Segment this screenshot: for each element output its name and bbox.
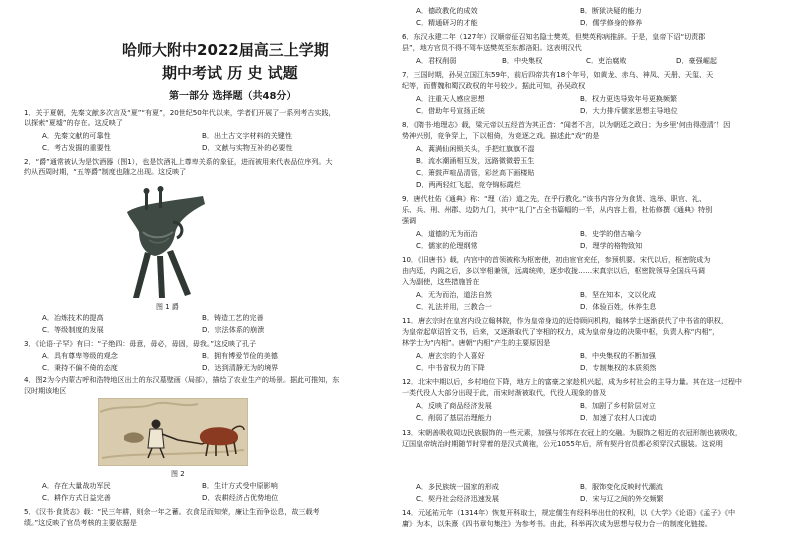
q3-option-d[interactable]: D．达到清静无为的境界 bbox=[202, 363, 279, 372]
q12-option-b[interactable]: B．加剧了乡村阶层对立 bbox=[580, 401, 656, 410]
section-title: 第一部分 选择题（共48分） bbox=[169, 91, 297, 102]
q11-option-b[interactable]: B．中央集权的不断加强 bbox=[580, 351, 656, 360]
question-9-stem-end: 强调 bbox=[402, 216, 417, 225]
q3-option-c[interactable]: C．秉持不偏不倚的态度 bbox=[42, 363, 118, 372]
q1-option-d[interactable]: D．文献与实物互补的必要性 bbox=[202, 143, 293, 152]
q3-option-a[interactable]: A．具有尊卑等级的观念 bbox=[42, 351, 118, 360]
q4-option-a[interactable]: A．存在大量战功军民 bbox=[42, 481, 111, 490]
q10-option-d[interactable]: D．体验百姓，休养生息 bbox=[580, 302, 657, 311]
q5-option-c[interactable]: C．精通研习的才能 bbox=[416, 18, 478, 27]
q7-option-d[interactable]: D．大力排斥儒家思想主导地位 bbox=[580, 106, 678, 115]
q11-option-d[interactable]: D．专制集权的本质须然 bbox=[580, 363, 657, 372]
question-9-stem: 9．唐代杜佑《通典》称：“理（治）道之先，在乎行教化。”该书内容分为食货、选举、职官、礼、 bbox=[402, 194, 706, 203]
q13-option-c[interactable]: C．契丹社会经济迅速发展 bbox=[416, 494, 499, 503]
q9-option-b[interactable]: B．史学的借古喻今 bbox=[580, 229, 642, 238]
q1-option-c[interactable]: C．考古发掘的重要性 bbox=[42, 143, 111, 152]
figure-1-caption: 图 1 爵 bbox=[156, 303, 179, 311]
q6-option-a[interactable]: A．君权削弱 bbox=[416, 56, 457, 65]
q12-option-c[interactable]: C．削弱了基层治理能力 bbox=[416, 413, 492, 422]
q8-option-d[interactable]: D．两两轻红飞起，竞夺锦标霞烂 bbox=[416, 180, 521, 189]
q1-option-a[interactable]: A．先秦文献的可靠性 bbox=[42, 131, 111, 140]
han-tomb-mural-figure bbox=[98, 398, 248, 466]
q5-option-b[interactable]: B．断狱决疑的能力 bbox=[580, 6, 642, 15]
question-1-stem-cont: 以探索“夏墟”的存在。这反映了 bbox=[24, 118, 123, 127]
figure-2-caption: 图 2 bbox=[171, 470, 185, 478]
question-12-stem: 12．北宋中期以后，乡村地位下降，地方上的富豪之家趁机兴起，成为乡村社会的主导力量。其在这一过程中 bbox=[402, 377, 742, 386]
q13-option-d[interactable]: D．宋与辽之间的外交频繁 bbox=[580, 494, 664, 503]
q13-option-a[interactable]: A．多民族统一国家的形成 bbox=[416, 482, 499, 491]
q10-option-c[interactable]: C．礼法并用，三教合一 bbox=[416, 302, 492, 311]
question-12-stem-cont: 一类代役人大部分出现于此，而宋时渐被取代，代役人现象的普及 bbox=[402, 388, 607, 397]
question-2-stem-cont: 约从西周时期，“五等爵”制度也随之出现。这反映了 bbox=[24, 167, 187, 176]
question-6-stem-cont: 县”，地方官员不得不驾车送樊英至东都洛阳。这表明汉代 bbox=[402, 43, 582, 52]
q2-option-a[interactable]: A．冶炼技术的提高 bbox=[42, 313, 104, 322]
exam-school-title: 哈师大附中2022届高三上学期 bbox=[122, 41, 329, 59]
jue-vessel-figure bbox=[119, 182, 209, 300]
question-3-stem: 3．《论语·子罕》有曰：“子绝四：毋意，毋必，毋固，毋我。”这反映了孔子 bbox=[24, 339, 257, 348]
q11-option-c[interactable]: C．中书省权力的下降 bbox=[416, 363, 485, 372]
q10-option-b[interactable]: B．坚在知本，文以化成 bbox=[580, 290, 656, 299]
question-1-stem: 1．关于夏朝，先秦文献多次言及“夏”“有夏”，20世纪50年代以来，学者们开展了一系列考古实践， bbox=[24, 108, 336, 117]
question-4-stem-cont: 汉时期该地区 bbox=[24, 386, 67, 395]
q5-option-d[interactable]: D．儒学修身的修养 bbox=[580, 18, 643, 27]
question-11-stem: 11．唐玄宗时在皇宫内设立翰林院，作为皇帝身边的近侍顾问机构，翰林学士逐渐获代了中书省的职权， bbox=[402, 316, 728, 325]
question-6-stem: 6．东汉永建二年（127年）汉顺帝征召知名隐士樊英，但樊英称病推辞。于是，皇帝下诏“切责郡 bbox=[402, 32, 706, 41]
question-8-stem: 8．《隋书·地理志》载，梁元帝以五经首为其正音：“闻者不言，以为朝廷之政日；为乡里‘何由得澄清’！因 bbox=[402, 120, 731, 129]
question-2-stem: 2．“爵”通常被认为是饮酒器（图1），也是饮酒礼上尊卑关系的象征，进而被用来代表品位序列。大 bbox=[24, 157, 333, 166]
q2-option-b[interactable]: B．铸造工艺的完善 bbox=[202, 313, 264, 322]
q12-option-a[interactable]: A．反映了商品经济发展 bbox=[416, 401, 492, 410]
question-11-stem-cont: 为皇帝起草诏旨文书，后来，又逐渐取代了宰相的权力，成为皇帝身边的决策中枢，负责人称“内相”， bbox=[402, 327, 720, 336]
q13-option-b[interactable]: B．服饰变化反映时代潮流 bbox=[580, 482, 663, 491]
exam-subject-title: 期中考试 历 史 试题 bbox=[162, 64, 298, 82]
q6-option-b[interactable]: B．中央集权 bbox=[502, 56, 543, 65]
q5-option-a[interactable]: A．德政教化的成效 bbox=[416, 6, 478, 15]
q4-option-d[interactable]: D．农耕经济占优势地位 bbox=[202, 493, 279, 502]
question-14-stem-cont: 庸》为本，以朱熹《四书章句集注》为参考书。由此，科举再次成为思想与权力合一的制度化链接。 bbox=[402, 519, 712, 528]
q12-option-d[interactable]: D．加速了农村人口流动 bbox=[580, 413, 657, 422]
question-5-stem: 5．《汉书·食货志》载：“民三年耕，则余一年之蓄。衣食足而知荣，廉让生而争讼息，故三载考 bbox=[24, 507, 320, 516]
question-7-stem: 7．三国时期，孙吴立国江东59年，前后四帝共有18个年号，如黄龙、赤乌、神凤、天册、天玺、天 bbox=[402, 70, 714, 79]
q6-option-c[interactable]: C．吏治腐败 bbox=[586, 56, 627, 65]
q4-option-b[interactable]: B．生计方式受中原影响 bbox=[202, 481, 278, 490]
question-5-stem-cont: 绩。”这反映了官员考核的主要依据是 bbox=[24, 518, 137, 527]
q8-option-a[interactable]: A．蒿满仙闲锁关头，手把红旗旗不湿 bbox=[416, 144, 535, 153]
q3-option-b[interactable]: B．拥有博爱节俭的美德 bbox=[202, 351, 278, 360]
q10-option-a[interactable]: A．无为而治，道法自然 bbox=[416, 290, 492, 299]
q1-option-b[interactable]: B．出土古文字材料的关键性 bbox=[202, 131, 292, 140]
q7-option-a[interactable]: A．注重天人感应思想 bbox=[416, 94, 485, 103]
question-13-stem: 13．宋朝善吸收周边民族服饰的一些元素，加强与邻邦在衣冠上的交融。为服饰之相近的衣冠形制也被吸收， bbox=[402, 428, 742, 437]
question-10-stem: 10．《旧唐书》载，内宫中的首领被称为枢密使，初由宦官充任，参预机要。宋代以后，枢密院成为 bbox=[402, 255, 711, 264]
question-10-stem-end: 入为副使，这些措施旨在 bbox=[402, 277, 480, 286]
q7-option-c[interactable]: C．借助年号宣扬正统 bbox=[416, 106, 485, 115]
q2-option-d[interactable]: D．宗法体系的崩溃 bbox=[202, 325, 265, 334]
question-8-stem-cont: 势神兴别，竞争穿上，下以相倚，为竞逐之戏。描述此“戏”的是 bbox=[402, 131, 600, 140]
question-13-stem-cont: 辽国皇帝统治时期随节时穿着的是汉式黄袍，公元1055年后，所有契丹官员都必须穿汉式服装。这说明 bbox=[402, 439, 723, 448]
q9-option-a[interactable]: A．道德的无为而治 bbox=[416, 229, 478, 238]
question-14-stem: 14．元延祐元年（1314年）恢复开科取士，规定儒生有经科举出仕的权利，以《大学》《论语》《孟子》《中 bbox=[402, 508, 736, 517]
question-9-stem-cont: 乐、兵、刑、州郡、边防九门，其中“礼门”占全书篇幅的一半，从内容上看，杜佑修撰《通典》特别 bbox=[402, 205, 713, 214]
q9-option-c[interactable]: C．儒家的伦理纲常 bbox=[416, 241, 478, 250]
q11-option-a[interactable]: A．唐玄宗的个人喜好 bbox=[416, 351, 485, 360]
question-11-stem-end: 林学士为“内相”。唐朝“内相”产生的主要原因是 bbox=[402, 338, 551, 347]
q8-option-b[interactable]: B．流水潮涌相互发，远路微微碧玉生 bbox=[416, 156, 535, 165]
q9-option-d[interactable]: D．理学的格物致知 bbox=[580, 241, 643, 250]
q6-option-d[interactable]: D．豪强崛起 bbox=[676, 56, 717, 65]
q8-option-c[interactable]: C．箫鼓声喧品清管，彩丝高下画楼贴 bbox=[416, 168, 535, 177]
q2-option-c[interactable]: C．等级制度的发展 bbox=[42, 325, 104, 334]
q4-option-c[interactable]: C．耕作方式日益完善 bbox=[42, 493, 111, 502]
question-7-stem-cont: 纪等，而曹魏和蜀汉政权的年号较少。据此可知，孙吴政权 bbox=[402, 81, 586, 90]
q7-option-b[interactable]: B．权力更迭导致年号更换频繁 bbox=[580, 94, 678, 103]
question-10-stem-cont: 由内廷，内阁之后，多以宰相兼领，远离统帅，逐步收拢……宋真宗以后，枢密院领导全国兵马调 bbox=[402, 266, 705, 275]
question-4-stem: 4．图2为今内蒙古呼和浩特地区出土的东汉墓壁画（局部），描绘了农业生产的场景。据此可推知，东 bbox=[24, 375, 340, 384]
